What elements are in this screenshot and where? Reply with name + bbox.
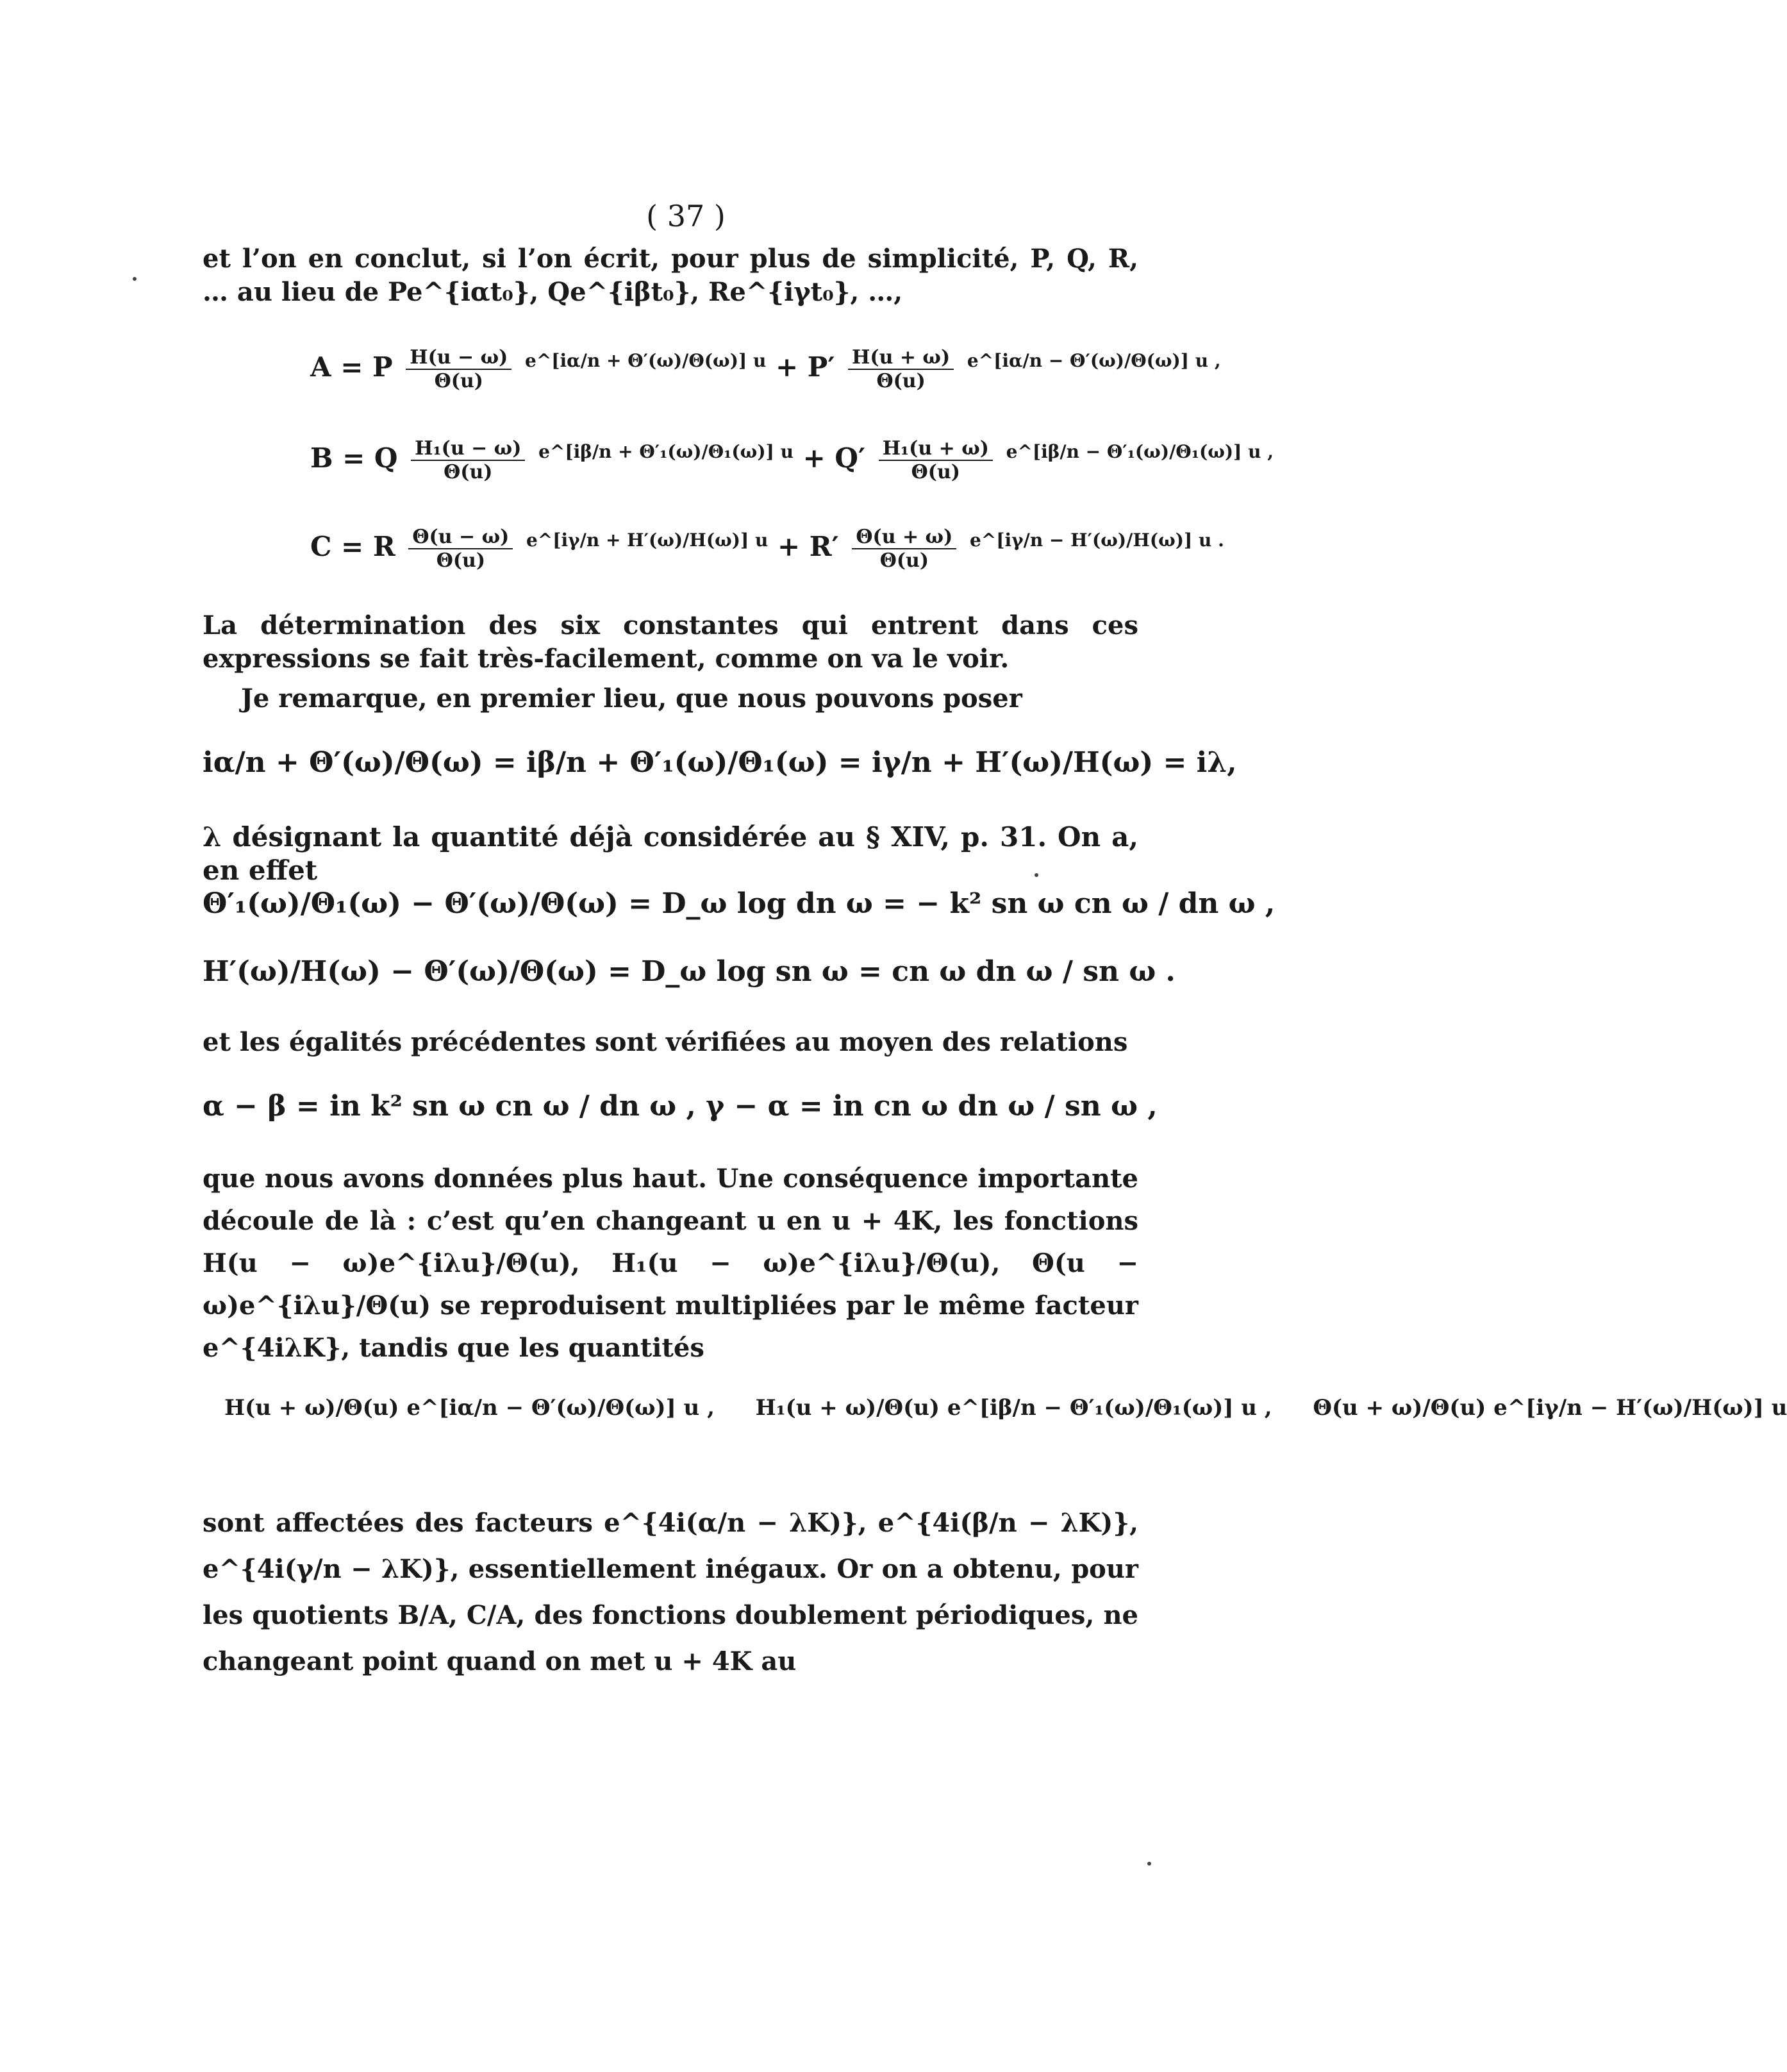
eq-A-plus: + P′ [775,351,835,383]
eq-A-frac2-num: H(u + ω) [848,346,954,370]
eq-A-frac1-num: H(u − ω) [406,346,511,370]
eq-A-frac1-den: Θ(u) [434,370,483,392]
eq-B-frac1 [411,437,525,483]
eq-B-frac2 [879,437,993,483]
eq-C-frac2 [852,526,956,572]
equation-C [310,526,1224,572]
eq-B-frac1-den: Θ(u) [444,461,493,483]
eq-C-exp1: e^[iγ/n + H′(ω)/H(ω)] u [526,530,769,551]
eq-C-frac1-num: Θ(u − ω) [408,526,513,549]
paragraph-lambda: λ désignant la quantité déjà considérée au § XIV, p. 31. On a, en effet [203,821,1138,886]
quantity-2: H₁(u + ω)/Θ(u) e^[iβ/n − Θ′₁(ω)/Θ₁(ω)] u , [755,1395,1272,1421]
paragraph-relations: et les égalités précédentes sont vérifiées au moyen des relations [203,1027,1128,1057]
equation-quantities [224,1395,1787,1421]
equation-B [310,437,1274,483]
eq-A-exp2: e^[iα/n − Θ′(ω)/Θ(ω)] u , [967,350,1221,371]
eq-C-frac1-den: Θ(u) [436,549,486,572]
eq-A-exp1: e^[iα/n + Θ′(ω)/Θ(ω)] u [525,350,767,371]
paragraph-remark: Je remarque, en premier lieu, que nous pouvons poser [241,683,1022,714]
paragraph-intro: et l’on en conclut, si l’on écrit, pour plus de simplicité, P, Q, R, … au lieu de Pe^{iαt₀}, Qe^{iβt₀}, Re^{iγt₀}, …, [203,244,1138,307]
eq-C-exp2: e^[iγ/n − H′(ω)/H(ω)] u . [969,530,1224,551]
quantity-1: H(u + ω)/Θ(u) e^[iα/n − Θ′(ω)/Θ(ω)] u , [224,1395,715,1421]
eq-A-lhs: A = P [310,351,393,383]
paragraph-factors: sont affectées des facteurs e^{4i(α/n − λK)}, e^{4i(β/n − λK)}, e^{4i(γ/n − λK)}, essentiellement inégaux. Or on a obtenu, pour les quotients B/A, C/A, des fonctions doublement périodiques, ne changeant point quand on met u + 4K au [203,1508,1138,1676]
eq-C-lhs: C = R [310,531,395,562]
eq-B-frac2-num: H₁(u + ω) [879,437,993,461]
equation-relations: α − β = in k² sn ω cn ω / dn ω , γ − α = in cn ω dn ω / sn ω , [203,1090,1158,1123]
eq-C-frac2-num: Θ(u + ω) [852,526,956,549]
eq-B-exp2: e^[iβ/n − Θ′₁(ω)/Θ₁(ω)] u , [1006,441,1274,462]
eq-A-frac2-den: Θ(u) [876,370,926,392]
eq-B-lhs: B = Q [310,442,398,474]
eq-A-frac2 [848,346,954,392]
eq-B-exp1: e^[iβ/n + Θ′₁(ω)/Θ₁(ω)] u [538,441,794,462]
scan-speck [1147,1862,1151,1866]
equation-A [310,346,1221,392]
scan-speck [1035,873,1038,877]
eq-C-frac1 [408,526,513,572]
equation-dnlog: Θ′₁(ω)/Θ₁(ω) − Θ′(ω)/Θ(ω) = D_ω log dn ω = − k² sn ω cn ω / dn ω , [203,887,1276,920]
eq-A-frac1 [406,346,511,392]
equation-lambda: iα/n + Θ′(ω)/Θ(ω) = iβ/n + Θ′₁(ω)/Θ₁(ω) = iγ/n + H′(ω)/H(ω) = iλ, [203,746,1237,779]
eq-C-frac2-den: Θ(u) [879,549,929,572]
quantity-3: Θ(u + ω)/Θ(u) e^[iγ/n − H′(ω)/H(ω)] u [1313,1395,1787,1421]
paragraph-consequence: que nous avons données plus haut. Une conséquence importante découle de là : c’est qu’en changeant u en u + 4K, les fonctions H(u − ω)e^{iλu}/Θ(u), H₁(u − ω)e^{iλu}/Θ(u), Θ(u − ω)e^{iλu}/Θ(u) se reproduisent multipliées par le même facteur e^{4iλK}, tandis que les quantités [203,1164,1138,1363]
equation-snlog: H′(ω)/H(ω) − Θ′(ω)/Θ(ω) = D_ω log sn ω = cn ω dn ω / sn ω . [203,955,1176,988]
paragraph-determination: La détermination des six constantes qui entrent dans ces expressions se fait très-facilement, comme on va le voir. [203,610,1138,674]
page-number: ( 37 ) [646,199,726,233]
eq-B-frac2-den: Θ(u) [911,461,960,483]
eq-B-plus: + Q′ [802,442,866,474]
scan-speck [133,277,137,281]
eq-B-frac1-num: H₁(u − ω) [411,437,525,461]
eq-C-plus: + R′ [777,531,839,562]
